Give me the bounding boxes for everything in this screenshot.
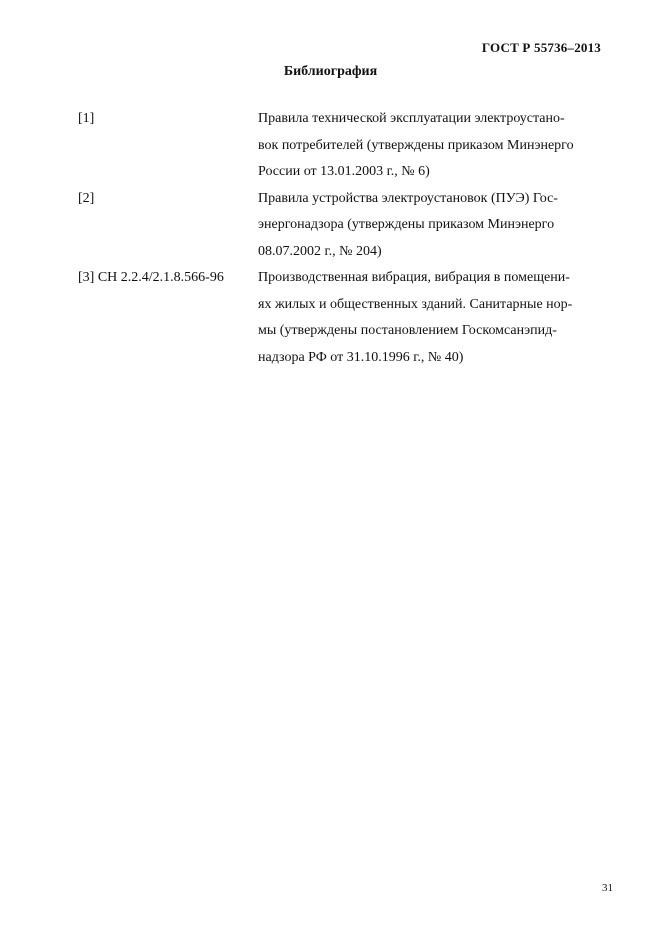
entry-description: Правила устройства электроустановок (ПУЭ) Гос- энергонадзора (утверждены приказом Минэнерго 08.07.2002 г., № 204) <box>258 190 558 259</box>
document-code: ГОСТ Р 55736–2013 <box>481 40 601 55</box>
bibliography-entry-3 <box>78 265 613 371</box>
entry-description: Производственная вибрация, вибрация в помещени- ях жилых и общественных зданий. Санитарные нор- мы (утверждены постановлением Госкомсанэпид- надзора РФ от 31.10.1996 г., № 40) <box>258 270 573 365</box>
entry-reference: [2] <box>78 190 95 206</box>
bibliography-entry-2 <box>78 186 613 266</box>
page-number: 31 <box>602 882 613 894</box>
bibliography-list <box>78 106 613 371</box>
entry-reference: [3] СН 2.2.4/2.1.8.566-96 <box>78 270 224 285</box>
entry-description: Правила технической эксплуатации электроустано- вок потребителей (утверждены приказом Минэнерго России от 13.01.2003 г., № 6) <box>258 111 574 179</box>
page-title: Библиография <box>283 64 378 79</box>
entry-reference: [1] <box>78 111 95 126</box>
bibliography-entry-1 <box>78 106 613 186</box>
